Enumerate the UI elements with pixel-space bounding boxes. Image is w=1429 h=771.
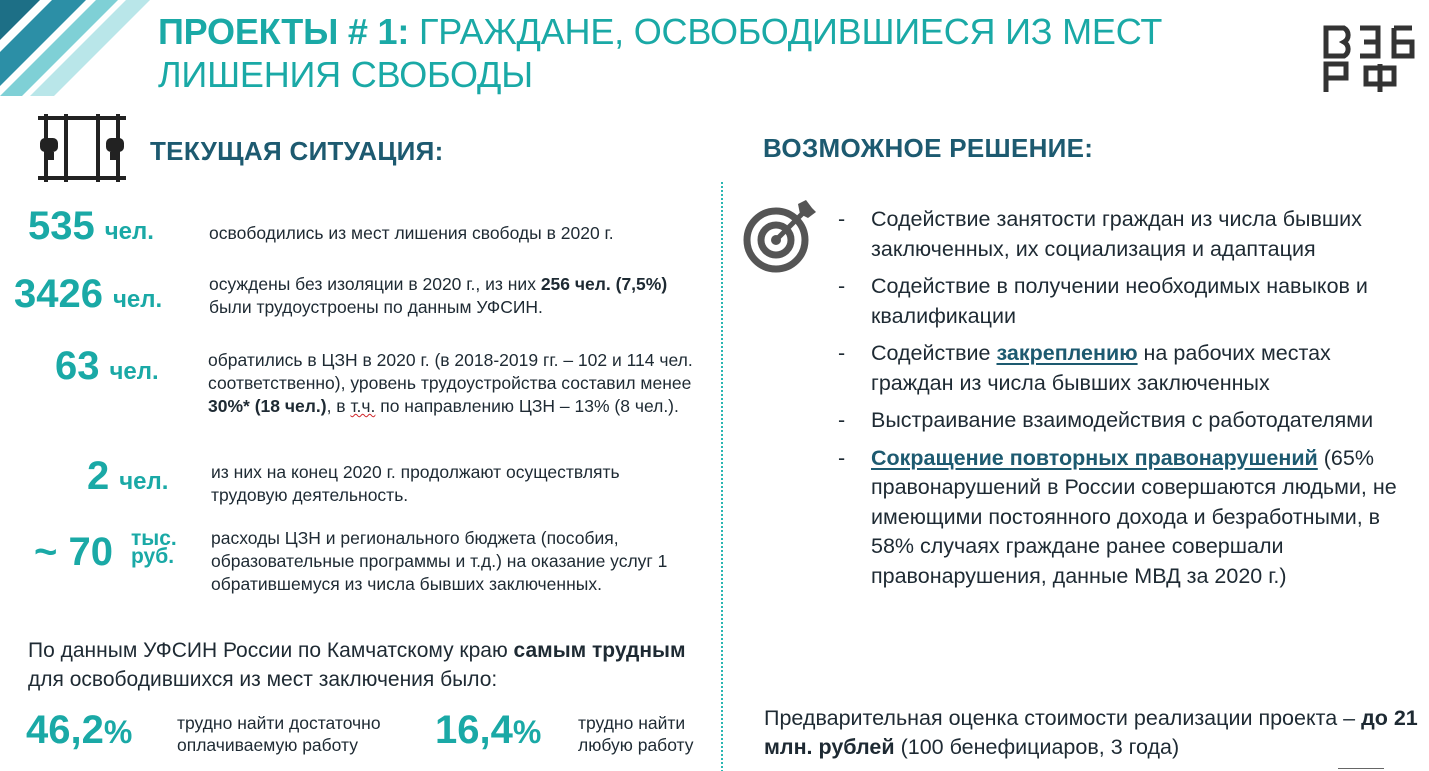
stat-unit-line: руб. bbox=[131, 545, 175, 568]
veb-rf-logo bbox=[1322, 24, 1416, 96]
list-item bbox=[838, 272, 1418, 331]
cost-text: Предварительная оценка стоимости реализации проекта – bbox=[764, 706, 1362, 730]
prison-bars-icon bbox=[36, 112, 128, 184]
stat-value bbox=[28, 204, 154, 249]
list-item-text: Содействие занятости граждан из числа бывших заключенных, их социализация и адаптация bbox=[871, 207, 1362, 261]
stat-value bbox=[87, 454, 168, 499]
dash-bullet: - bbox=[838, 341, 846, 365]
stat-value bbox=[55, 344, 159, 389]
stat-number: ~ 70 bbox=[34, 530, 113, 574]
stat-text: обратились в ЦЗН в 2020 г. (в 2018-2019 гг. – 102 и 114 чел. соответственно), уровень трудоустройства составил менее bbox=[208, 350, 693, 393]
stat-number: 3426 bbox=[14, 272, 103, 316]
list-item bbox=[838, 444, 1418, 592]
stat-description bbox=[208, 349, 698, 418]
stat-number: 535 bbox=[28, 204, 95, 248]
summary-part: По данным УФСИН России по Камчатскому краю bbox=[28, 639, 514, 662]
stat-highlight: 30%* (18 чел.) bbox=[208, 396, 327, 416]
stat-unit: чел. bbox=[112, 286, 163, 313]
stat-text: по направлению ЦЗН – 13% (8 чел.). bbox=[375, 396, 679, 416]
stat-unit: чел. bbox=[104, 218, 154, 245]
percent-sign: % bbox=[512, 714, 542, 750]
percent-number: 46,2 bbox=[26, 708, 104, 752]
stat-value bbox=[14, 272, 162, 317]
percent-sign: % bbox=[103, 714, 133, 750]
list-item bbox=[838, 406, 1418, 436]
stat-text: т.ч. bbox=[350, 396, 376, 416]
percent-description: трудно найти достаточно оплачиваемую работу bbox=[177, 713, 381, 755]
column-divider bbox=[721, 182, 723, 771]
summary-part: для освободившихся из мест заключения было: bbox=[28, 668, 498, 691]
solution-list bbox=[838, 205, 1418, 599]
dash-bullet: - bbox=[838, 207, 846, 231]
stat-description: расходы ЦЗН и регионального бюджета (пособия, образовательные программы и т.д.) на оказание услуг 1 обратившемуся из числа бывших заключенных. bbox=[211, 528, 668, 594]
stat-unit: чел. bbox=[109, 358, 159, 385]
list-item-highlight: Сокращение повторных правонарушений bbox=[871, 445, 1318, 470]
stat-text: осуждены без изоляции в 2020 г., из них bbox=[209, 274, 541, 294]
cost-text: (100 бенефициаров, 3 года) bbox=[894, 735, 1180, 759]
target-arrow-icon bbox=[742, 198, 818, 274]
list-item-highlight: закреплению bbox=[996, 341, 1138, 365]
list-item-text: Выстраивание взаимодействия с работодателями bbox=[871, 408, 1374, 432]
summary-text bbox=[28, 636, 708, 694]
possible-solution-heading: ВОЗМОЖНОЕ РЕШЕНИЕ: bbox=[763, 133, 1094, 163]
percent-number: 16,4 bbox=[435, 708, 513, 752]
list-item-text: (65% правонарушений в России совершаются людьми, не имеющими постоянного дохода и безработными, в 58% случаях граждане ранее совершали правонарушения, данные МВД за 2020 г.) bbox=[871, 445, 1397, 588]
dash-bullet: - bbox=[838, 408, 846, 432]
dash-bullet: - bbox=[838, 274, 846, 298]
cost-highlight: до 21 млн. рублей bbox=[764, 706, 1418, 759]
list-item bbox=[838, 205, 1418, 264]
stat-description bbox=[209, 273, 679, 319]
current-situation-heading: ТЕКУЩАЯ СИТУАЦИЯ: bbox=[150, 136, 444, 166]
percent-value bbox=[26, 708, 132, 753]
title-prefix: ПРОЕКТЫ # 1: bbox=[158, 11, 410, 52]
page-title bbox=[158, 10, 1258, 96]
stat-text: , в bbox=[326, 396, 351, 416]
summary-highlight: самым трудным bbox=[513, 639, 686, 662]
stat-number: 63 bbox=[55, 344, 100, 388]
stat-description: освободились из мест лишения свободы в 2020 г. bbox=[209, 223, 614, 243]
list-item-text: на рабочих местах граждан из числа бывших заключенных bbox=[871, 341, 1331, 395]
percent-value bbox=[435, 708, 541, 753]
stat-description: из них на конец 2020 г. продолжают осуществлять трудовую деятельность. bbox=[211, 462, 620, 505]
cost-estimate bbox=[764, 704, 1424, 762]
corner-decoration bbox=[0, 0, 150, 96]
stat-number: 2 bbox=[87, 454, 110, 498]
stat-unit bbox=[131, 527, 177, 568]
list-item bbox=[838, 339, 1418, 398]
stat-unit: чел. bbox=[119, 468, 169, 495]
stat-unit-line: тыс. bbox=[131, 527, 177, 550]
footer-line bbox=[1338, 768, 1384, 769]
title-rest: ГРАЖДАНЕ, ОСВОБОДИВШИЕСЯ ИЗ МЕСТ ЛИШЕНИЯ СВОБОДЫ bbox=[158, 11, 1163, 95]
stat-highlight: 256 чел. (7,5%) bbox=[540, 274, 668, 294]
stat-value bbox=[34, 530, 113, 575]
list-item-text: Содействие в получении необходимых навыков и квалификации bbox=[871, 274, 1368, 328]
list-item-text: Содействие bbox=[871, 341, 997, 365]
dash-bullet: - bbox=[838, 445, 846, 470]
percent-description: трудно найти любую работу bbox=[578, 713, 694, 755]
stat-text: были трудоустроены по данным УФСИН. bbox=[209, 297, 543, 317]
